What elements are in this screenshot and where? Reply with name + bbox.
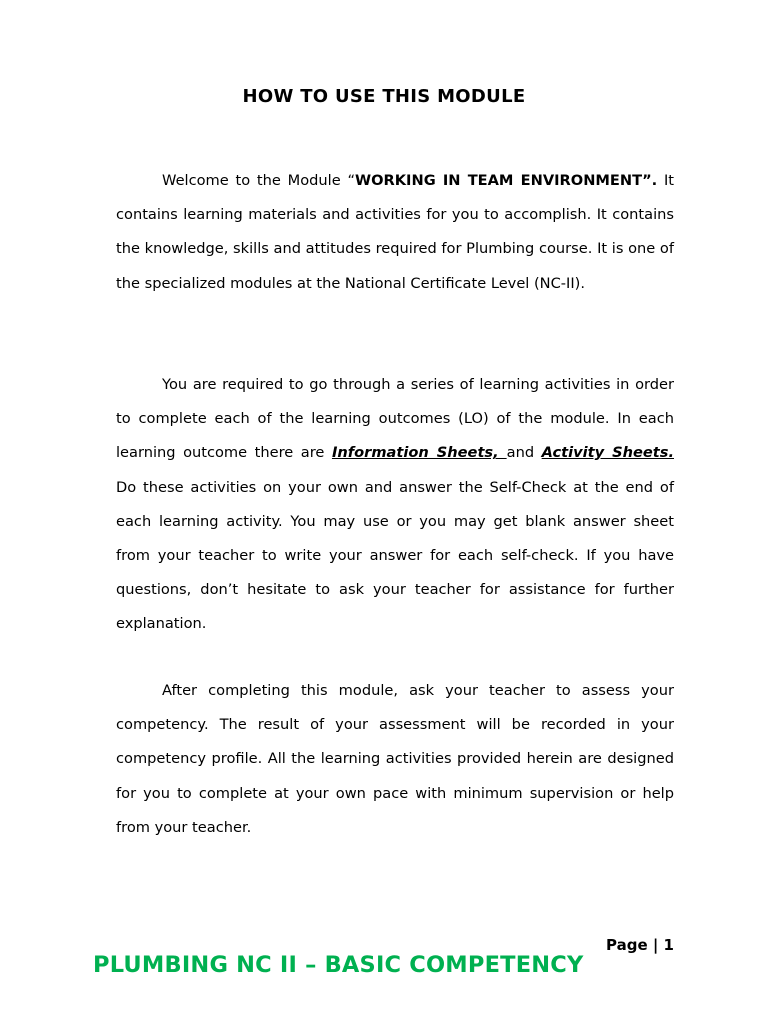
paragraph-welcome — [116, 164, 674, 301]
paragraph-activities — [116, 368, 674, 642]
activities-text-part1: You are required to go through a series of learning activities in order to complete each of the learning outcomes (LO) of the module. In each learning outcome there are — [116, 376, 674, 462]
module-name: WORKING IN TEAM ENVIRONMENT”. — [355, 172, 658, 189]
footer-title: PLUMBING NC II – BASIC COMPETENCY — [93, 952, 584, 978]
page-number: Page | 1 — [606, 936, 674, 954]
information-sheets-label: Information Sheets, — [331, 444, 507, 462]
paragraph-assessment — [116, 674, 674, 845]
welcome-rest-text: It contains learning materials and activities for you to accomplish. It contains the knowledge, skills and attitudes required for Plumbing course. It is one of the specialized modules at the National Certificate Level (NC-II). — [116, 172, 674, 292]
welcome-intro-text: Welcome to the Module “ — [162, 172, 355, 189]
page-title: HOW TO USE THIS MODULE — [242, 86, 526, 107]
assessment-text: After completing this module, ask your teacher to assess your competency. The result of your assessment will be recorded in your competency profile. All the learning activities provided herein are designed for you to complete at your own pace with minimum supervision or help from your teacher. — [116, 682, 674, 836]
activity-sheets-label: Activity Sheets. — [541, 444, 674, 462]
activities-text-part2: Do these activities on your own and answer the Self-Check at the end of each learning activity. You may use or you may get blank answer sheet from your teacher to write your answer for each self-check. If you have questions, don’t hesitate to ask your teacher for assistance for further explanation. — [116, 478, 674, 633]
and-text: and — [506, 444, 542, 462]
